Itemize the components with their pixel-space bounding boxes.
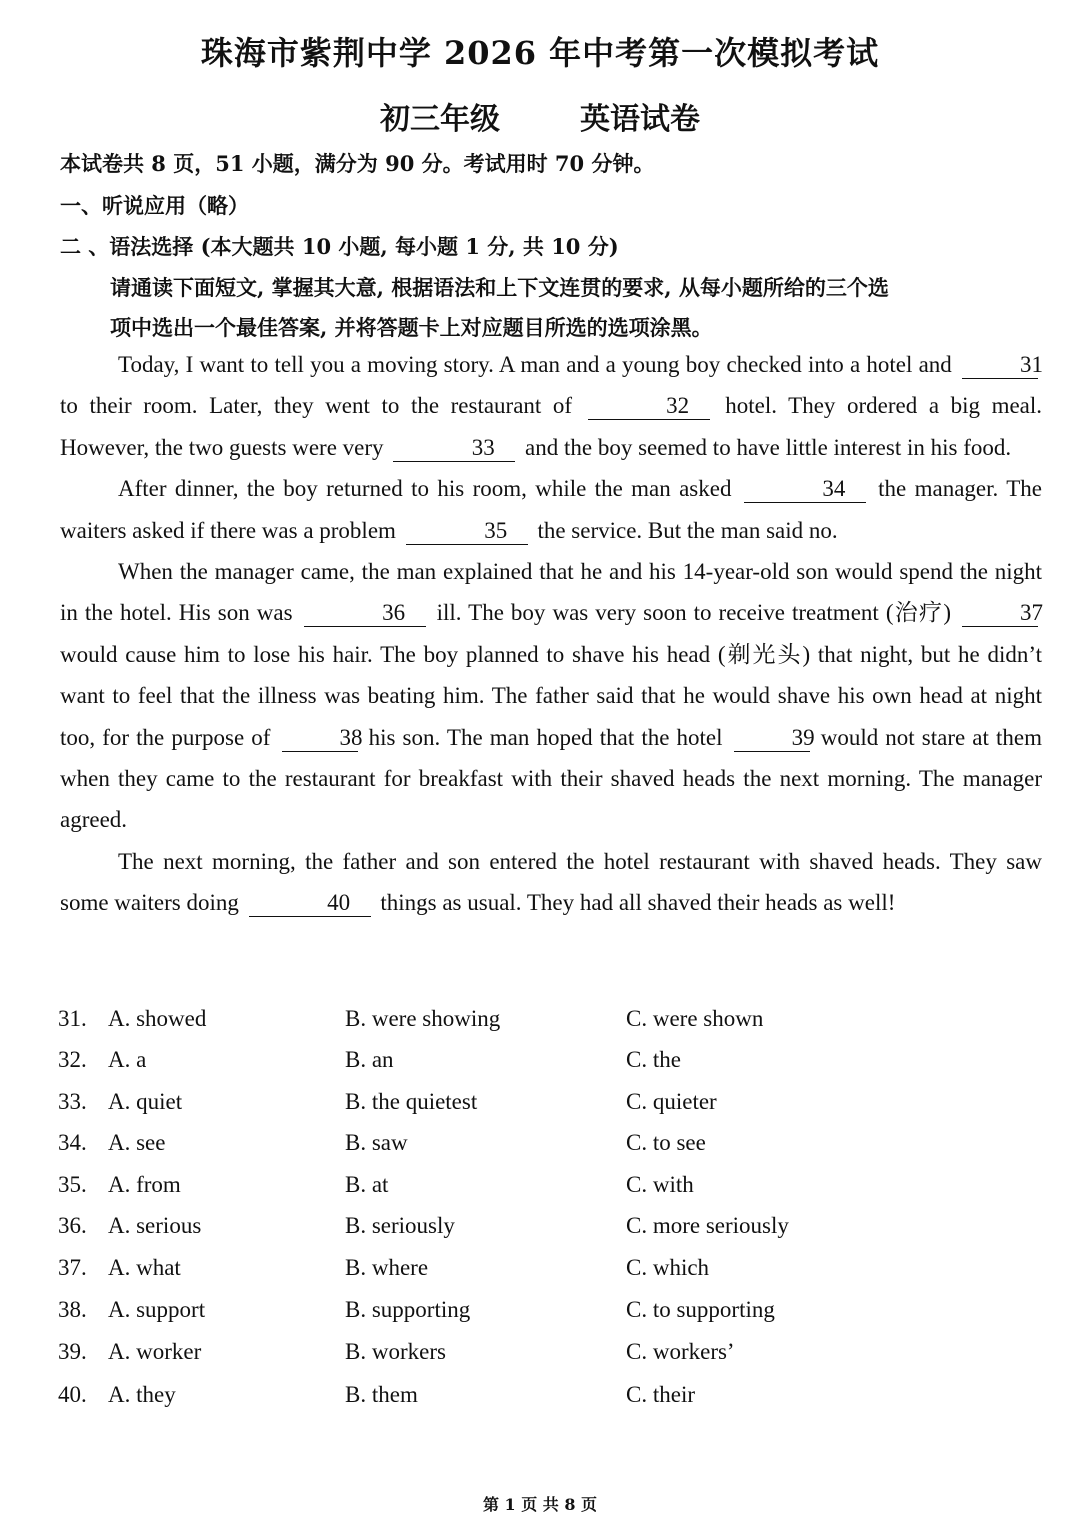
option-b: B. at bbox=[345, 1172, 389, 1197]
question-number: 37. bbox=[58, 1255, 87, 1280]
passage-paragraph-3: When the manager came, the man explained that he and his 14-year-old son would spend the night in the hotel. His son was 36 ill. The boy was very soon to receive treatment (治疗) 37 would cause him to lose his hair. The boy planned to shave his head (剃光头) that night, but he didn’t want to feel that the illness was beating him. The father said that he would shave his own head at night too, for the purpose of 38 his son. The man hoped that the hotel 39 would not stare at them when they came to the restaurant for breakfast with their shaved heads the next morning. The manager agreed. bbox=[60, 559, 1044, 833]
option-a: A. what bbox=[108, 1255, 181, 1280]
passage-paragraph-2: After dinner, the boy returned to his room, while the man asked 34 the manager. The waiters asked if there was a problem 35 the service. But the man said no. bbox=[60, 476, 1042, 543]
option-row bbox=[0, 1006, 1080, 1046]
section-2-instruction-1: 请通读下面短文, 掌握其大意, 根据语法和上下文连贯的要求, 从每小题所给的三个选 bbox=[110, 275, 889, 300]
blank-38: 38 bbox=[282, 725, 358, 752]
option-b: B. supporting bbox=[345, 1297, 471, 1322]
option-a: A. quiet bbox=[108, 1089, 183, 1114]
option-a: A. see bbox=[108, 1130, 166, 1155]
option-c: C. workers’ bbox=[626, 1339, 735, 1364]
option-b: B. workers bbox=[345, 1339, 446, 1364]
option-c: C. the bbox=[626, 1047, 681, 1072]
section-2-heading: 二 、语法选择 (本大题共 10 小题, 每小题 1 分, 共 10 分) bbox=[60, 234, 619, 259]
option-c: C. to supporting bbox=[626, 1297, 775, 1322]
option-row bbox=[0, 1172, 1080, 1212]
question-number: 39. bbox=[58, 1339, 87, 1364]
option-a: A. support bbox=[108, 1297, 206, 1322]
question-number: 33. bbox=[58, 1089, 87, 1114]
blank-36: 36 bbox=[304, 600, 426, 627]
option-row bbox=[0, 1130, 1080, 1170]
option-c: C. which bbox=[626, 1255, 710, 1280]
option-b: B. seriously bbox=[345, 1213, 455, 1238]
question-number: 40. bbox=[58, 1382, 87, 1407]
question-number: 38. bbox=[58, 1297, 87, 1322]
question-number: 32. bbox=[58, 1047, 87, 1072]
blank-32: 32 bbox=[588, 393, 710, 420]
option-row bbox=[0, 1339, 1080, 1379]
section-1-heading: 一、听说应用（略） bbox=[60, 193, 249, 218]
blank-35: 35 bbox=[406, 518, 528, 545]
question-number: 36. bbox=[58, 1213, 87, 1238]
option-row bbox=[0, 1297, 1080, 1337]
option-b: B. them bbox=[345, 1382, 418, 1407]
blank-37: 37 bbox=[962, 600, 1038, 627]
option-b: B. were showing bbox=[345, 1006, 501, 1031]
option-row bbox=[0, 1089, 1080, 1129]
option-a: A. worker bbox=[108, 1339, 202, 1364]
subject-label: 英语试卷 bbox=[580, 102, 700, 137]
option-b: B. where bbox=[345, 1255, 429, 1280]
option-row bbox=[0, 1047, 1080, 1087]
option-c: C. were shown bbox=[626, 1006, 764, 1031]
blank-33: 33 bbox=[393, 435, 515, 462]
option-row bbox=[0, 1382, 1080, 1422]
option-row bbox=[0, 1213, 1080, 1253]
option-c: C. quieter bbox=[626, 1089, 717, 1114]
option-c: C. to see bbox=[626, 1130, 706, 1155]
passage-paragraph-4: The next morning, the father and son entered the hotel restaurant with shaved heads. They saw some waiters doing 40 things as usual. They had all shaved their heads as well! bbox=[60, 848, 1042, 916]
grade-label: 初三年级 bbox=[380, 102, 500, 137]
option-c: C. more seriously bbox=[626, 1213, 789, 1238]
exam-title: 珠海市紫荆中学 2026 年中考第一次模拟考试 bbox=[200, 34, 880, 72]
blank-31: 31 bbox=[962, 352, 1038, 379]
question-number: 35. bbox=[58, 1172, 87, 1197]
option-a: A. from bbox=[108, 1172, 181, 1197]
question-number: 34. bbox=[58, 1130, 87, 1155]
option-a: A. showed bbox=[108, 1006, 207, 1031]
section-2-instruction-2: 项中选出一个最佳答案, 并将答题卡上对应题目所选的选项涂黑。 bbox=[110, 315, 713, 340]
option-b: B. the quietest bbox=[345, 1089, 478, 1114]
passage-paragraph-1: Today, I want to tell you a moving story. A man and a young boy checked into a hotel and 31 to their room. Later, they went to the restaurant of 32 hotel. They ordered a big meal. However, the two guests were very 33 and the boy seemed to have little interest in his food. bbox=[60, 352, 1044, 460]
option-a: A. serious bbox=[108, 1213, 202, 1238]
blank-40: 40 bbox=[249, 890, 371, 917]
question-number: 31. bbox=[58, 1006, 87, 1031]
option-a: A. a bbox=[108, 1047, 147, 1072]
option-c: C. their bbox=[626, 1382, 695, 1407]
option-a: A. they bbox=[108, 1382, 176, 1407]
page-footer: 第 1 页 共 8 页 bbox=[482, 1495, 598, 1514]
cloze-passage bbox=[60, 344, 1042, 924]
exam-intro: 本试卷共 8 页，51 小题，满分为 90 分。考试用时 70 分钟。 bbox=[60, 151, 655, 176]
option-row bbox=[0, 1255, 1080, 1295]
option-b: B. an bbox=[345, 1047, 394, 1072]
blank-39: 39 bbox=[734, 725, 810, 752]
exam-subtitle bbox=[0, 94, 1080, 138]
blank-34: 34 bbox=[744, 476, 866, 503]
option-b: B. saw bbox=[345, 1130, 408, 1155]
option-c: C. with bbox=[626, 1172, 694, 1197]
